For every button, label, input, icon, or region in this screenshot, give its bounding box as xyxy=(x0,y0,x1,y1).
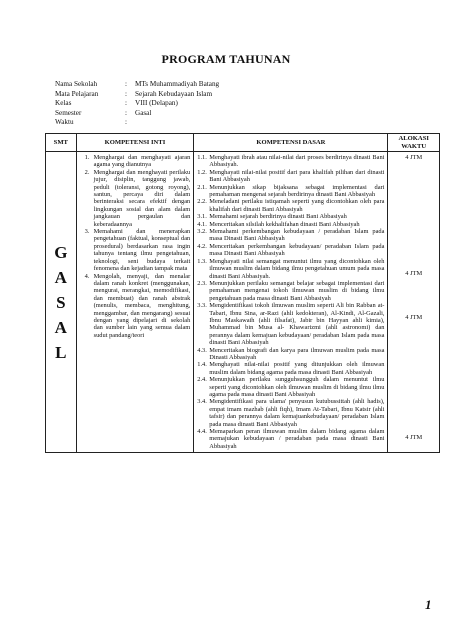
kd-text: Menunjukkan sikap bijaksana sebagai implementasi dari pemahaman mengenai sejarah berdirinya dinasti Bani Abbasiyah xyxy=(209,183,385,199)
meta-label: Mata Pelajaran xyxy=(55,89,99,98)
meta-label: Kelas xyxy=(55,99,72,107)
kd-text: Menghayati ibrah atau nilai-nilai dari proses berdirinya dinasti Bani Abbasiyah. xyxy=(209,154,385,169)
program-table xyxy=(45,133,440,453)
list-item xyxy=(197,184,384,199)
list-item xyxy=(197,258,384,280)
header-smt: SMT xyxy=(46,134,77,152)
page-title: PROGRAM TAHUNAN xyxy=(161,52,291,66)
kd-text: Memahami perkembangan kebudayaan / peradaban Islam pada masa Dinasti Bani Abbasiyah xyxy=(209,228,385,243)
alokasi-waktu-cell xyxy=(388,152,440,453)
list-item xyxy=(85,273,191,340)
kd-number: 1.4. xyxy=(197,361,207,369)
kd-text: Menghayati nilai-nilai positif dari para khalifah pilihan dari dinasti Bani Abbasiyah xyxy=(209,168,385,184)
kd-text: Menceritakan perkembangan kebudayaan/ peradaban Islam pada masa Dinasti Bani Abbasiyah xyxy=(209,242,385,258)
kd-number: 3.2. xyxy=(197,228,207,236)
kd-number: 2.2. xyxy=(197,198,207,206)
alokasi-value: 4 JTM xyxy=(405,314,423,321)
kompetensi-inti-list xyxy=(85,154,191,339)
ki-number: 3. xyxy=(84,228,90,236)
ki-number: 2. xyxy=(84,168,90,176)
kd-number: 4.2. xyxy=(197,242,207,250)
meta-value: Gasal xyxy=(135,108,152,117)
table-row xyxy=(46,152,440,453)
kd-number: 1.3. xyxy=(197,257,207,265)
alokasi-value: 4 JTM xyxy=(405,154,423,161)
list-item xyxy=(197,361,384,376)
kd-number: 2.3. xyxy=(197,279,207,287)
ki-text: Menghargai dan menghayati ajaran agama yang dianutnya xyxy=(93,154,191,169)
table-header-row xyxy=(46,134,440,152)
kd-text: Memaparkan peran ilmuwan muslim dalam bidang agama dalam memajukan kebudayaan / peradaban pada masa dinasti Bani Abbasiyah xyxy=(209,428,385,450)
list-item xyxy=(197,198,384,213)
ki-text: Memahami dan menerapkan pengetahuan (faktual, konseptual dan prosedural) berdasarkan rasa ingin tahunya tentang ilmu pengetahuan, teknologi, seni budaya terkait fenomena dan kejadian tampak mata xyxy=(93,228,191,273)
kd-number: 3.3. xyxy=(197,302,207,310)
list-item xyxy=(197,213,384,220)
kompetensi-inti-cell xyxy=(76,152,194,453)
kompetensi-dasar-cell xyxy=(194,152,388,453)
list-item xyxy=(85,154,191,169)
kd-number: 3.1. xyxy=(197,213,207,221)
meta-separator: : xyxy=(125,118,127,126)
kd-number: 3.4. xyxy=(197,398,207,406)
meta-separator: : xyxy=(125,80,127,88)
semester-cell xyxy=(46,152,77,453)
list-item xyxy=(85,228,191,272)
list-item xyxy=(197,221,384,228)
meta-separator: : xyxy=(125,99,127,107)
meta-row xyxy=(55,90,219,100)
ki-number: 4. xyxy=(84,272,90,280)
header-alokasi-waktu: ALOKASI WAKTU xyxy=(388,134,440,152)
semester-letter: L xyxy=(55,342,67,362)
kd-number: 4.3. xyxy=(197,346,207,354)
kd-text: Menceritakan silsilah kekhalifahan dinasti Bani Abbasiyah xyxy=(209,220,360,228)
kd-text: Meneladani perilaku istiqamah seperti yang dicontohkan oleh para khalifah dari dinasti Bani Abbasiyah xyxy=(209,198,385,213)
semester-letter: S xyxy=(56,292,66,312)
meta-value: MTs Muhammadiyah Batang xyxy=(135,80,220,88)
kd-text: Menunjukkan perilaku sungguhsungguh dalam menuntut ilmu seperti yang dicontohkan oleh ilmuwan muslim di bidang ilmu ilmu agama pada masa dinasti Bani Abbasiyah xyxy=(209,376,385,398)
meta-row xyxy=(55,80,219,90)
meta-value: VIII (Delapan) xyxy=(135,99,178,107)
kd-text: Menghayati nilai-nilai positif yang ditunjukkan oleh ilmuwan muslim dalam bidang agama pada masa dinasti Bani Abbasiyah xyxy=(209,361,385,376)
meta-row xyxy=(55,109,219,119)
alokasi-value: 4 JTM xyxy=(405,434,423,441)
kd-text: Menghayati nilai semangat menuntut ilmu yang dicontohkan oleh ilmuwan muslim dalam bidang ilmu pengetahuan umum pada masa dinasti Bani Abbasiyah. xyxy=(209,257,385,280)
list-item xyxy=(197,280,384,302)
ki-text: Mengolah, menyaji, dan menalar dalam ranah konkret (menggunakan, mengurai, merangkai, memodifikasi, dan membuat) dan ranah abstrak (menulis, membaca, menghitung, menggambar, dan mengarang) sesuai dengan yang dipelajari di sekolah dan sumber lain yang semua dalam sudut pandang/teori xyxy=(93,272,191,339)
list-item xyxy=(197,347,384,362)
list-item xyxy=(197,376,384,398)
meta-row xyxy=(55,99,219,109)
list-item xyxy=(197,169,384,184)
meta-value: Sejarah Kebudayaan Islam xyxy=(135,89,213,98)
meta-row xyxy=(55,118,219,128)
list-item xyxy=(197,243,384,258)
kd-number: 4.4. xyxy=(197,428,207,436)
header-kompetensi-dasar: KOMPETENSI DASAR xyxy=(194,134,388,152)
list-item xyxy=(197,154,384,169)
semester-letter: A xyxy=(54,317,67,337)
meta-label: Semester xyxy=(55,108,82,117)
list-item xyxy=(85,169,191,228)
list-item xyxy=(197,398,384,428)
kd-text: Menceritakan biografi dan karya para ilmuwan muslim pada masa Dinasti Abbasiyah xyxy=(209,346,385,361)
page-mark: 1 xyxy=(425,597,432,612)
kd-number: 1.1. xyxy=(197,154,207,161)
list-item xyxy=(197,228,384,243)
meta-separator: : xyxy=(125,108,127,117)
kd-text: Mengidentifikasi para ulama' penyusun kutubussittah (ahli hadis), empat imam mazhab (ahli fiqh), Imam At-Tabari, Ibnu Katsir (ahli tafsir) dan perannya dalam kemajuankebudayaan/ peradaban Islam pada masa dinasti Bani Abbasiyah xyxy=(209,398,385,428)
kd-number: 2.4. xyxy=(197,376,207,384)
ki-number: 1. xyxy=(84,154,90,161)
kd-text: Mengidentifikasi tokoh ilmuwan muslim seperti Ali bin Rabban at- Tabari, Ibnu Sina, ar-Razi (ahli kedokteran), Al-Kindi, Al-Gazali, Ibnu Maskawaih (ahli filsafat), Jabir bin Hayyan ahli kimia), Muhammad bin Musa al- Khawarizmi (ahli astronomi) dan perannya dalam kemajuan kebudayaan/ peradaban Islam pada masa dinasti Bani Abbasiyah xyxy=(209,302,385,347)
document-meta xyxy=(55,80,219,128)
kd-number: 1.2. xyxy=(197,168,207,176)
kd-text: Memahami sejarah berdirinya dinasti Bani Abbasiyah xyxy=(209,213,347,221)
list-item xyxy=(197,428,384,450)
meta-label: Nama Sekolah xyxy=(55,80,98,88)
kd-number: 4.1. xyxy=(197,220,207,228)
list-item xyxy=(197,302,384,346)
alokasi-value: 4 JTM xyxy=(405,270,423,277)
kd-text: Menunjukkan perilaku semangat belajar sebagai implementasi dari pemahaman mengenai tokoh ilmuwan muslim di bidang ilmu pengetahuan pada masa dinasti Bani Abbasiyah xyxy=(209,279,385,302)
header-kompetensi-inti: KOMPETENSI INTI xyxy=(76,134,194,152)
semester-letter: G xyxy=(54,242,68,262)
meta-separator: : xyxy=(125,89,127,98)
kd-number: 2.1. xyxy=(197,183,207,191)
ki-text: Menghargai dan menghayati perilaku jujur, disiplin, tanggung jawab, peduli (toleransi, gotong royong), santun, percaya diri dalam berinteraksi secara efektif dengan lingkungan sosial dan alam dalam jangkauan pergaulan dan keberadaannya xyxy=(93,168,191,228)
meta-label: Waktu xyxy=(55,118,74,126)
semester-letter: A xyxy=(54,267,67,287)
